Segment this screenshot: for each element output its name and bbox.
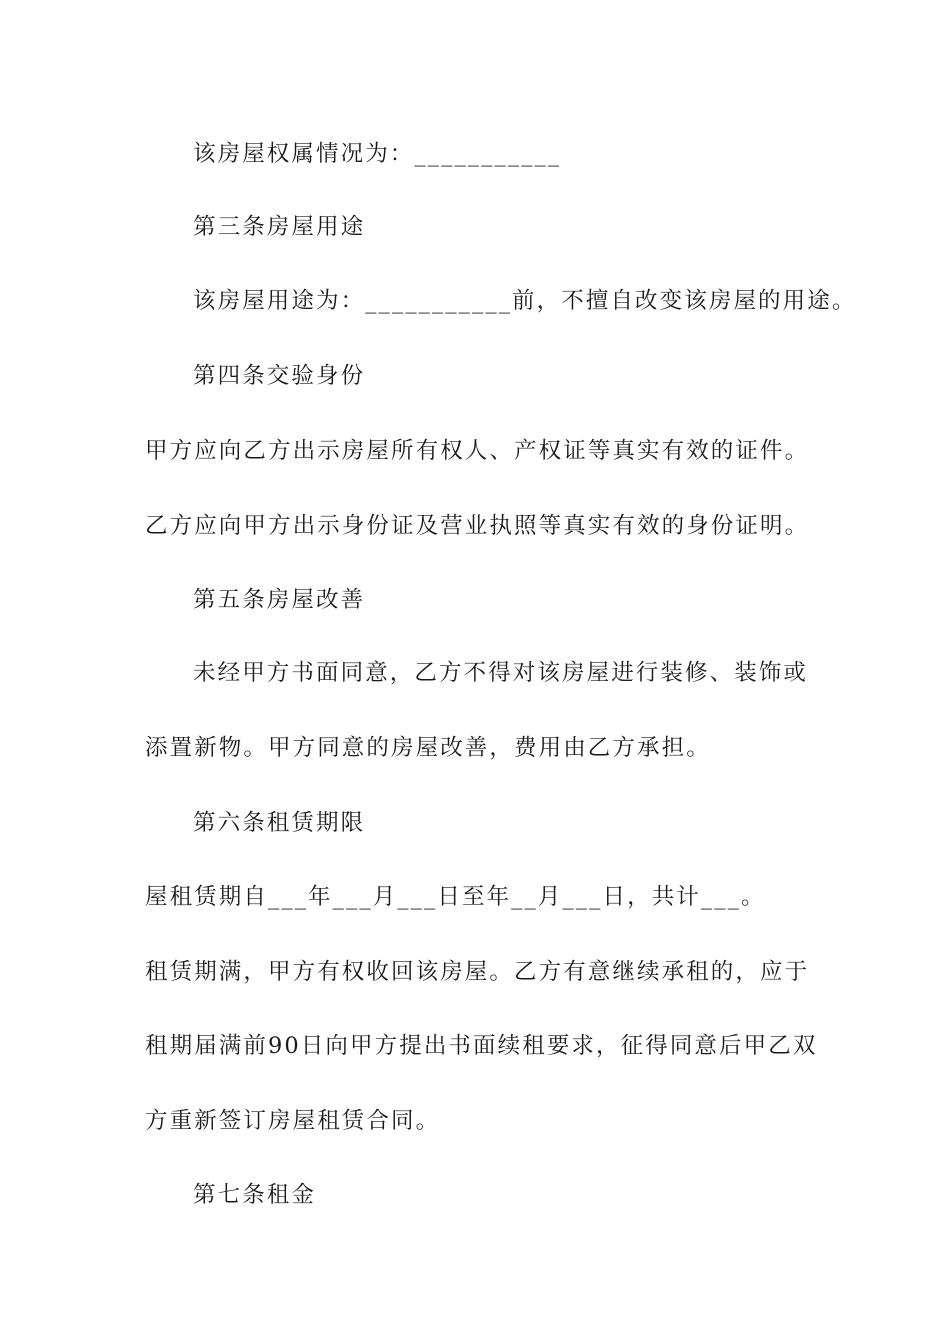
usage-line: 该房屋用途为：___________前，不擅自改变该房屋的用途。 [193, 288, 857, 314]
article-5-heading: 第五条房屋改善 [193, 587, 366, 613]
lease-term-line: 屋租赁期自___年___月___日至年__月___日，共计___。 [145, 884, 766, 910]
improvement-line-1: 未经甲方书面同意，乙方不得对该房屋进行装修、装饰或 [193, 660, 809, 686]
renewal-line-1: 租赁期满，甲方有权收回该房屋。乙方有意继续承租的，应于 [145, 959, 810, 985]
article-7-heading: 第七条租金 [193, 1182, 317, 1208]
article-6-heading: 第六条租赁期限 [193, 810, 366, 836]
article-4-heading: 第四条交验身份 [193, 363, 366, 389]
tenant-id-line: 乙方应向甲方出示身份证及营业执照等真实有效的身份证明。 [145, 513, 810, 539]
ownership-line: 该房屋权属情况为：___________ [193, 141, 562, 167]
article-3-heading: 第三条房屋用途 [193, 214, 366, 240]
landlord-id-line: 甲方应向乙方出示房屋所有权人、产权证等真实有效的证件。 [145, 438, 810, 464]
renewal-line-2: 租期届满前90日向甲方提出书面续租要求，征得同意后甲乙双 [145, 1033, 818, 1059]
improvement-line-2: 添置新物。甲方同意的房屋改善，费用由乙方承担。 [145, 735, 711, 761]
renewal-line-3: 方重新签订房屋租赁合同。 [145, 1108, 441, 1134]
